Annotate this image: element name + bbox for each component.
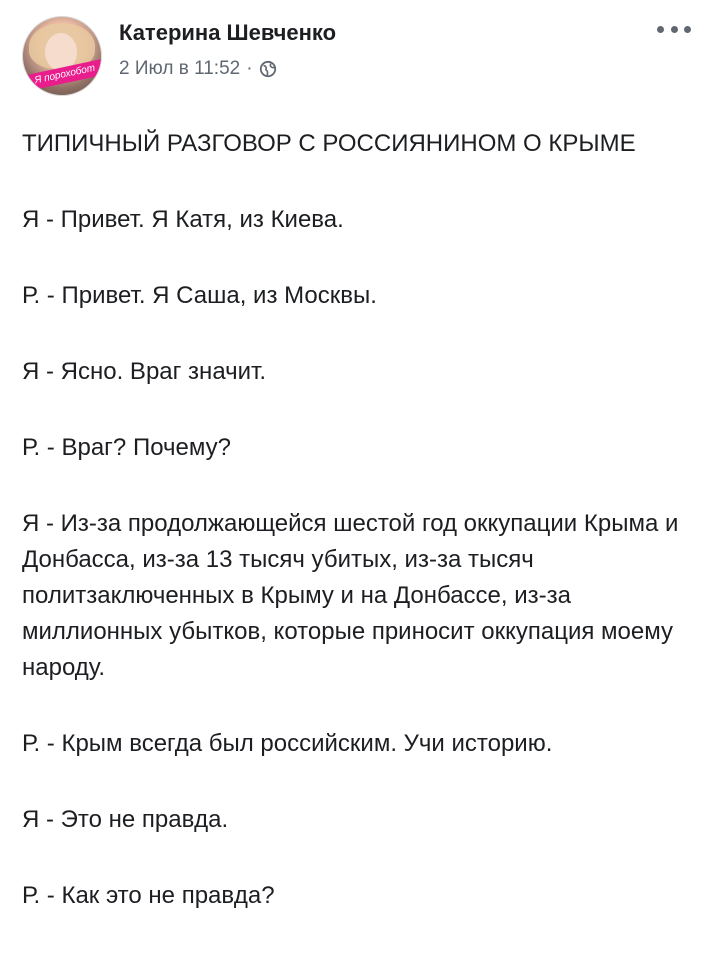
- avatar-badge: Я порохобот: [24, 59, 102, 91]
- post-paragraph: Я - Привет. Я Катя, из Киева.: [22, 206, 344, 233]
- post-header: [22, 16, 697, 100]
- post-paragraph: Р. - Как это не правда?: [22, 882, 275, 909]
- post-paragraph: ТИПИЧНЫЙ РАЗГОВОР С РОССИЯНИНОМ О КРЫМЕ: [22, 130, 636, 157]
- author-name[interactable]: Катерина Шевченко: [119, 20, 337, 45]
- globe-icon[interactable]: [259, 60, 277, 78]
- more-dots-icon[interactable]: [657, 22, 691, 36]
- avatar[interactable]: [22, 16, 102, 96]
- post-paragraph: Я - Ясно. Враг значит.: [22, 358, 267, 385]
- post-paragraph: Р. - Крым всегда был российским. Учи историю.: [22, 730, 553, 757]
- post-timestamp[interactable]: 2 Июл в 11:52: [119, 58, 241, 79]
- post-paragraph: Я - Это не правда.: [22, 806, 229, 833]
- post-body: [22, 126, 697, 954]
- post-paragraph: Р. - Привет. Я Саша, из Москвы.: [22, 282, 377, 309]
- meta-separator: ·: [246, 58, 253, 79]
- post-paragraph: Р. - Враг? Почему?: [22, 434, 231, 461]
- post-meta: [119, 58, 277, 80]
- post-paragraph: Я - Из-за продолжающейся шестой год оккупации Крыма и Донбасса, из-за 13 тысяч убитых, из-за тысяч политзаключенных в Крыму и на Донбассе, из-за миллионных убытков, которые приносит оккупация моему народу.: [22, 510, 686, 681]
